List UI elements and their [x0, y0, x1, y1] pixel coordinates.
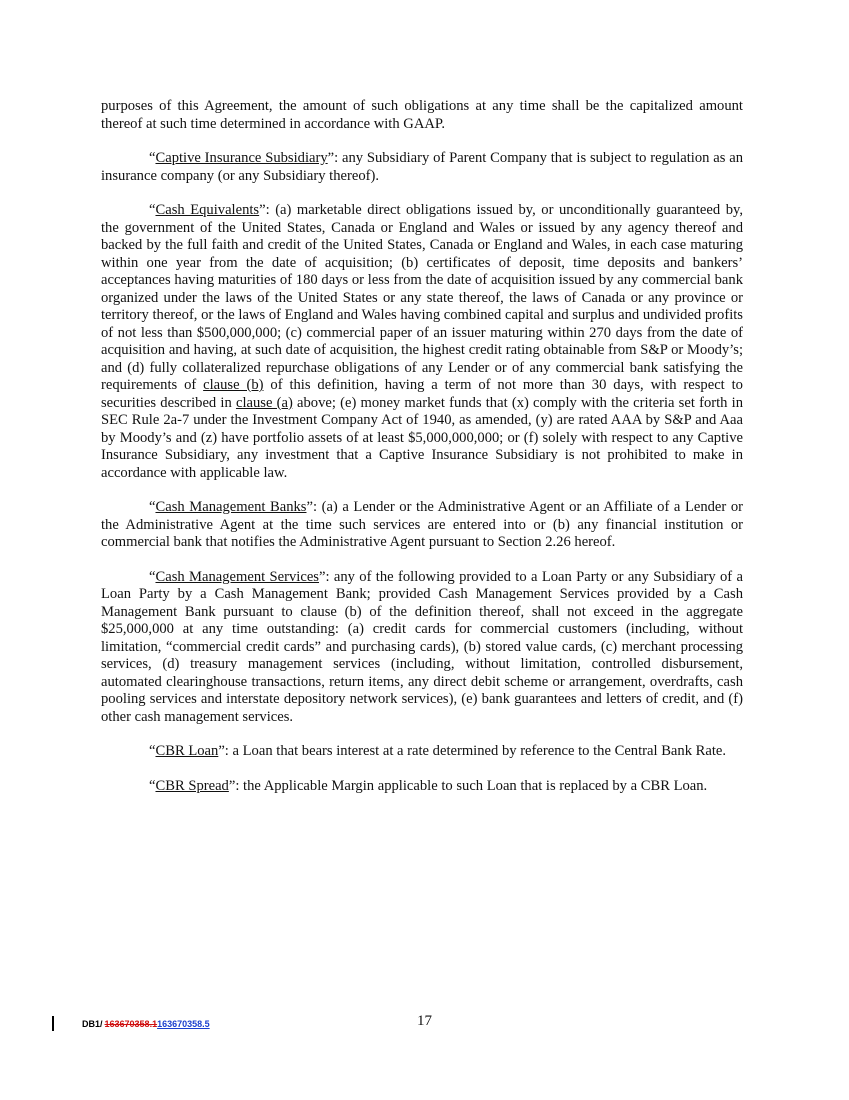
defined-term: Cash Equivalents: [155, 202, 260, 218]
definition-cash-management-services: [101, 569, 743, 727]
open-quote: “: [149, 499, 156, 515]
defined-term: Cash Management Services: [155, 568, 319, 585]
definition-text: ”: any Subsidiary of Parent Company that is subject to regulation as an insurance company (or any Subsidiary thereof).: [101, 150, 743, 184]
definition-text: ”: (a) a Lender or the Administrative Agent or an Affiliate of a Lender or the Administrative Agent at the time such services are entered into or (b) any financial institution or commercial bank that notifies the Administrative Agent pursuant to Section 2.26 hereof.: [101, 499, 743, 550]
change-bar: [52, 1016, 54, 1031]
definition-cash-management-banks: [101, 499, 743, 552]
definition-text: ”: any of the following provided to a Loan Party or any Subsidiary of a Loan Party by a Cash Management Bank; provided Cash Management Services provided by a Cash Management Bank pursuant to clause (b) of the definition thereof, shall not exceed in the aggregate $25,000,000 at any time outstanding: (a) credit cards for commercial customers (including, without limitation, “commercial credit cards” and purchasing cards), (b) stored value cards, (c) merchant processing services, (d) treasury management services (including, without limitation, controlled disbursement, automated clearinghouse transactions, return items, any direct debit scheme or arrangement, overdrafts, cash pooling services and interstate depository network services), (e) bank guarantees and letters of credit, and (f) other cash management services.: [101, 568, 743, 725]
open-quote: “: [149, 743, 156, 759]
open-quote: “: [149, 150, 156, 166]
defined-term: Captive Insurance Subsidiary: [155, 150, 328, 166]
document-body: [101, 98, 743, 812]
inserted-doc-id: 163670358.5: [157, 1018, 210, 1029]
doc-id-prefix: DB1/: [82, 1018, 103, 1029]
defined-term: CBR Spread: [155, 777, 229, 794]
definition-text: above; (e) money market funds that (x) comply with the criteria set forth in SEC Rule 2a-7 under the Investment Company Act of 1940, as amended, (y) are rated AAA by S&P and Aaa by Moody’s and (z) have portfolio assets of at least $5,000,000,000; or (f) solely with respect to any Captive Insurance Subsidiary, any investment that a Captive Insurance Subsidiary is not prohibited to make in accordance with applicable law.: [101, 394, 743, 481]
definition-text: of this definition, having a term of not more than 30 days, with respect to securities described in: [101, 377, 743, 411]
clause-reference-b: clause (b): [203, 377, 264, 393]
definition-cash-equivalents: [101, 202, 743, 482]
definition-cbr-loan: [101, 743, 743, 761]
definition-text: ”: the Applicable Margin applicable to such Loan that is replaced by a CBR Loan.: [228, 777, 708, 794]
definition-text: ”: (a) marketable direct obligations issued by, or unconditionally guaranteed by, the government of the United States, Canada or England and Wales or issued by any agency thereof and backed by the full faith and credit of the United States, Canada or England and Wales, in each case maturing within one year from the date of acquisition; (b) certificates of deposit, time deposits and bankers’ acceptances having maturities of 180 days or less from the date of acquisition issued by any commercial bank organized under the laws of the United States or any state thereof, the laws of Canada or any province or territory thereof, or the laws of England and Wales having combined capital and surplus and undivided profits of not less than $500,000,000; (c) commercial paper of an issuer maturing within 270 days from the date of acquisition and having, at such date of acquisition, the highest credit rating obtainable from S&P or Moody’s; and (d) fully collateralized repurchase obligations of any Lender or of any commercial bank satisfying the requirements of: [101, 202, 743, 393]
page-number: 17: [417, 1013, 432, 1029]
definition-cbr-spread: [101, 778, 743, 796]
open-quote: “: [149, 202, 156, 218]
open-quote: “: [149, 568, 156, 585]
defined-term: CBR Loan: [155, 743, 219, 759]
clause-reference-a: clause (a): [235, 394, 293, 411]
defined-term: Cash Management Banks: [155, 499, 307, 515]
definition-text: ”: a Loan that bears interest at a rate determined by reference to the Central Bank Rate.: [218, 743, 727, 759]
definition-captive-insurance-subsidiary: [101, 150, 743, 185]
deleted-doc-id: 163670358.1: [104, 1018, 158, 1029]
document-footer: [52, 1016, 210, 1031]
open-quote: “: [149, 777, 156, 794]
paragraph-text: purposes of this Agreement, the amount of such obligations at any time shall be the capitalized amount thereof at such time determined in accordance with GAAP.: [101, 98, 743, 132]
paragraph-continuation: [101, 98, 743, 133]
